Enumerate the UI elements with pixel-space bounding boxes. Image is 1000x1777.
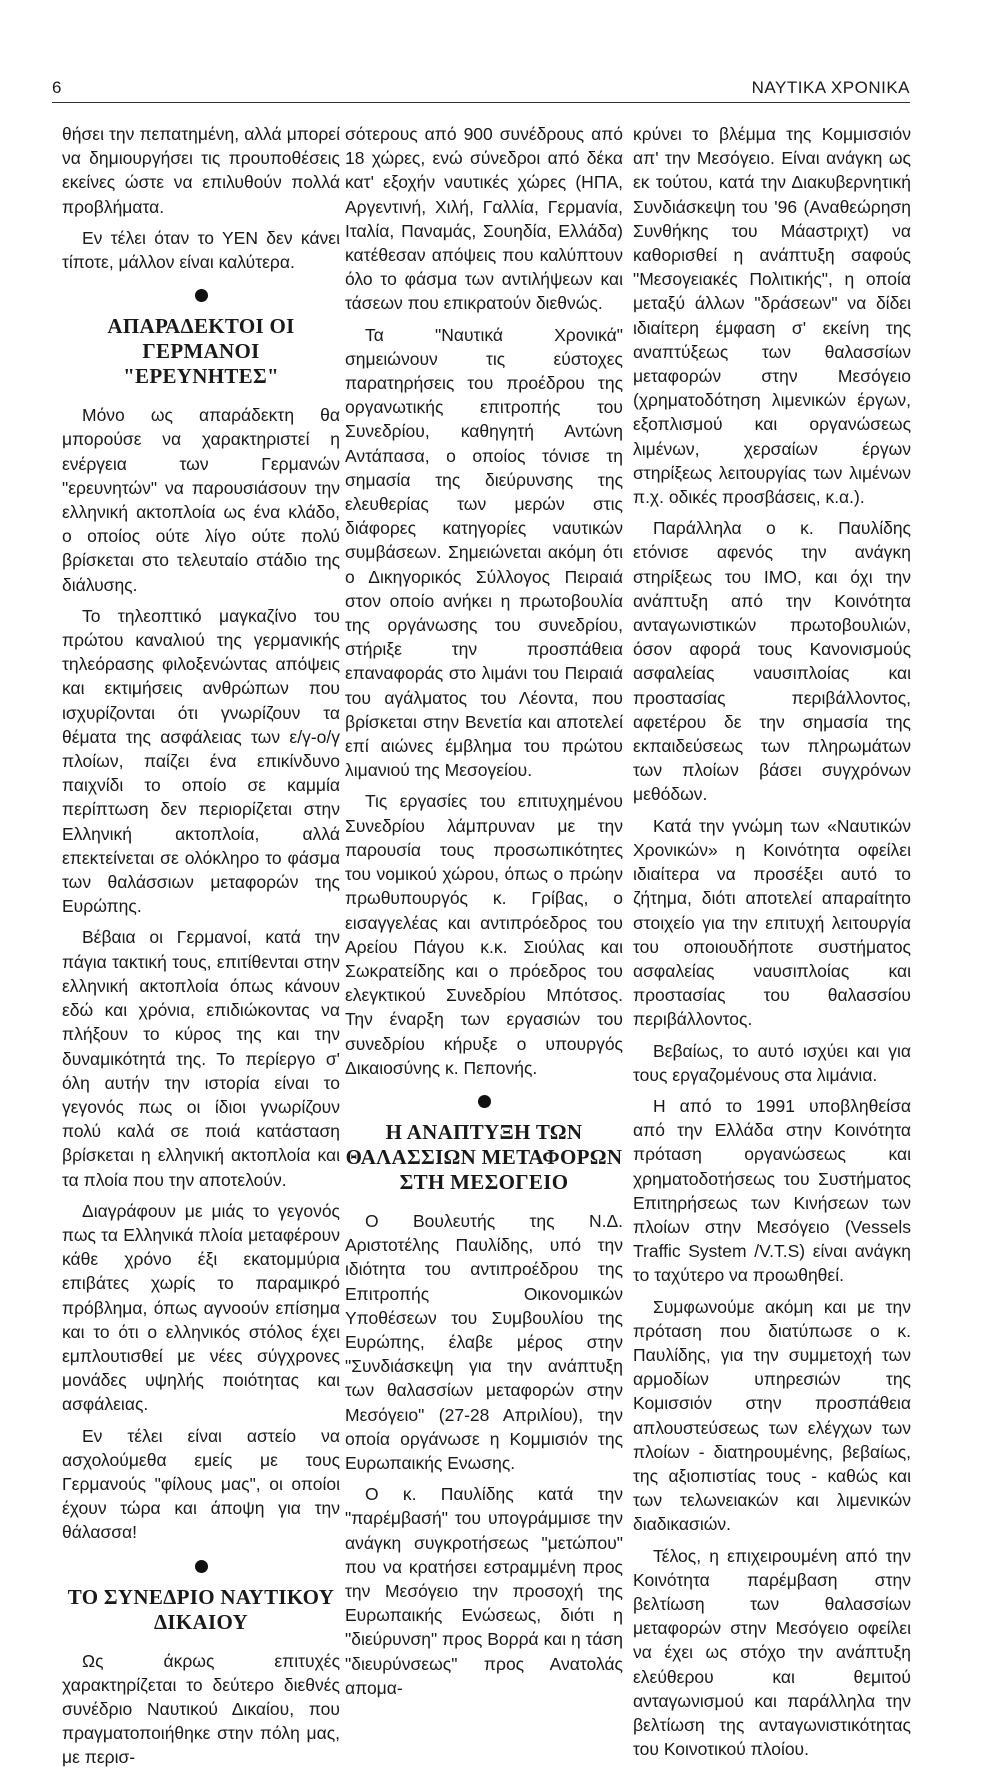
paragraph: Ο κ. Παυλίδης κατά την "παρέμβασή" του υπογράμμισε την ανάγκη συγκροτήσεως "μετώπου" που να κρατήσει εστραμμένη προς την Μεσόγειο την προσοχή της Ευρωπαικής Ενώσεως, διότι η "διεύρυνση" προς Βορρά και η τάση "διευρύνσεως" προς Ανατολάς απομα-: [345, 1484, 623, 1698]
section-heading: ΤΟ ΣΥΝΕΔΡΙΟ ΝΑΥΤΙΚΟΥ ΔΙΚΑΙΟΥ: [67, 1584, 335, 1634]
bullet-dot-icon: [195, 1560, 208, 1573]
publication-title: ΝΑΥΤΙΚΑ ΧΡΟΝΙΚΑ: [751, 78, 910, 97]
section-divider: [345, 1090, 623, 1106]
section-heading: ΑΠΑΡΑΔΕΚΤΟΙ ΟΙ ΓΕΡΜΑΝΟΙ "ΕΡΕΥΝΗΤΕΣ": [107, 314, 295, 389]
bullet-dot-icon: [195, 289, 208, 302]
page-number: 6: [52, 78, 62, 97]
paragraph: Κατά την γνώμη των «Ναυτικών Χρονικών» η Κοινότητα οφείλει ιδιαίτερα να προσέξει αυτό το ζήτημα, διότι αποτελεί απαραίτητο στοιχείο για την επιτυχή λειτουργία του οποιουδήποτε συστήματος ασφαλείας ναυσιπλοίας και προστασίας του θαλασσίου περιβάλλοντος.: [633, 815, 911, 1030]
paragraph: Η από το 1991 υποβληθείσα από την Ελλάδα στην Κοινότητα πρόταση οργανώσεως και χρηματοδοτήσεως του Συστήματος Επιτηρήσεως των Κινήσεων των πλοίων στην Μεσόγειο (Vessels Traffic System /V.T.S) είναι ανάγκη το ταχύτερο να προωθηθεί.: [633, 1095, 911, 1286]
paragraph: Εν τέλει όταν το ΥΕΝ δεν κάνει τίποτε, μάλλον είναι καλύτερα.: [62, 227, 340, 273]
paragraph: Παράλληλα ο κ. Παυλίδης ετόνισε αφενός την ανάγκη στηρίξεως του ΙΜΟ, και όχι την ανάπτυξη από την Κοινότητα ανταγωνιστικών πρωτοβουλιών, όσον αφορά τους Κανονισμούς ασφαλείας ναυσιπλοίας και προστασίας περιβάλλοντος, αφετέρου δε την σημασία της εκπαιδεύσεως των πληρωμάτων των πλοίων βάσει συγχρόνων μεθόδων.: [633, 518, 911, 805]
paragraph: Ως άκρως επιτυχές χαρακτηρίζεται το δεύτερο διεθνές συνέδριο Ναυτικού Δικαίου, που πραγματοποιήθηκε στην πόλη μας, με περισ-: [62, 1650, 340, 1768]
page-header: [52, 76, 910, 103]
paragraph: Βεβαίως, το αυτό ισχύει και για τους εργαζομένους στα λιμάνια.: [633, 1040, 911, 1085]
column-2: [345, 122, 623, 1707]
paragraph: Τέλος, η επιχειρουμένη από την Κοινότητα παρέμβαση στην βελτίωση των θαλασσίων μεταφορών στην Μεσόγειο οφείλει να έχει ως στόχο την ανάπτυξη ελεύθερου και θεμιτού ανταγωνισμού και παράλληλα την βελτίωση της ανταγωνιστικότητας του Κοινοτικού πλοίου.: [633, 1545, 911, 1760]
section-divider: [62, 1555, 340, 1571]
section-heading: Η ΑΝΑΠΤΥΞΗ ΤΩΝ ΘΑΛΑΣΣΙΩΝ ΜΕΤΑΦΟΡΩΝ ΣΤΗ ΜΕΣΟΓΕΙΟ: [345, 1119, 623, 1194]
paragraph: Τις εργασίες του επιτυχημένου Συνεδρίου λάμπρυναν με την παρουσία τους προσωπικότητες του νομικού χώρου, όπως ο πρώην πρωθυπουργός κ. Γρίβας, ο εισαγγελέας και αντιπρόεδρος του Αρείου Πάγου κ.κ. Σιούλας και Σωκρατείδης και ο πρόεδρος του ελεγκτικού Συνεδρίου Μπότσος. Την έναρξη των εργασιών του συνεδρίου κήρυξε ο υπουργός Δικαιοσύνης κ. Πεπονής.: [345, 791, 623, 1078]
paragraph: κρύνει το βλέμμα της Κομμισσιόν απ' την Μεσόγειο. Είναι ανάγκη ως εκ τούτου, κατά την Διακυβερνητική Συνδιάσκεψη του '96 (Αναθεώρηση Συνθήκης του Μάαστριχτ) να καθορισθεί η ανάπτυξη σαφούς "Μεσογειακές Πολιτικής", η οποία μεταξύ άλλων "δράσεων" να δίδει ιδιαίτερη έμφαση σ' εκείνη της αναπτύξεως των θαλασσίων μεταφορών στην Μεσόγειο (χρηματοδότηση λιμενικών έργων, εξοπλισμού και οργανώσεως λιμένων, χερσαίων έργων στηρίξεως λειτουργίας των λιμένων π.χ. οδικές προσβάσεις, κ.α.).: [633, 124, 911, 508]
paragraph: Τα "Ναυτικά Χρονικά" σημειώνουν τις εύστοχες παρατηρήσεις του προέδρου της οργανωτικής επιτροπής του Συνεδρίου, καθηγητή Αντώνη Αντάπασα, ο οποίος τόνισε τη σημασία της διεύρυνσης της ελευθερίας των μερών στις διάφορες κατηγορίες ναυτικών συμβάσεων. Σημειώνεται ακόμη ότι ο Δικηγορικός Σύλλογος Πειραιά στον οποίο ανήκει η πρωτοβουλία της οργάνωσης του συνεδρίου, στήριξε την προσπάθεια επαναφοράς στο λιμάνι του Πειραιά του αγάλματος του Λέοντα, που βρίσκεται στην Βενετία και αποτελεί επί αιώνες έμβλημα του πρώτου λιμανιού της Μεσογείου.: [345, 324, 623, 781]
bullet-dot-icon: [478, 1095, 491, 1108]
paragraph: Μόνο ως απαράδεκτη θα μπορούσε να χαρακτηριστεί η ενέργεια των Γερμανών "ερευνητών" να παρουσιάσουν την ελληνική ακτοπλοία ως ένα κλάδο, ο οποίος ούτε λίγο ούτε πολύ βρίσκεται στο τελευταίο στάδιο της διάλυσης.: [62, 405, 340, 595]
paragraph: θήσει την πεπατημένη, αλλά μπορεί να δημιουργήσει τις προυποθέσεις εκείνες ώστε να επιλυθούν πολλά προβλήματα.: [62, 124, 340, 217]
paragraph: Εν τέλει είναι αστείο να ασχολούμεθα εμείς με τους Γερμανούς "φίλους μας", οι οποίοι έχουν τώρα και άποψη για την θάλασσα!: [62, 1425, 340, 1543]
paragraph: Βέβαια οι Γερμανοί, κατά την πάγια τακτική τους, επιτίθενται στην ελληνική ακτοπλοία όπως κάνουν εδώ και χρόνια, επιδιώκοντας να πλήξουν το κύρος της και την δυναμικότητά της. Το περίεργο σ' όλη αυτήν την ιστορία είναι το γεγονός πως οι ίδιοι γνωρίζουν πολύ καλά σε ποιά κατάσταση βρίσκεται η ελληνική ακτοπλοία και τα πλοία που την αποτελούν.: [62, 927, 340, 1190]
paragraph: σότερους από 900 συνέδρους από 18 χώρες, ενώ σύνεδροι από δέκα κατ' εξοχήν ναυτικές χώρες (ΗΠΑ, Αργεντινή, Χιλή, Γαλλία, Γερμανία, Ιταλία, Παναμάς, Σουηδία, Ελλάδα) κατέθεσαν απόψεις που καλύπτουν όλο το φάσμα των αντιλήψεων και τάσεων που επικρατούν διεθνώς.: [345, 124, 623, 314]
paragraph: Συμφωνούμε ακόμη και με την πρόταση που διατύπωσε ο κ. Παυλίδης, για την συμμετοχή των αρμοδίων υπηρεσιών της Κομισσιόν στην προσπάθεια απλουστεύσεως των ελέγχων των πλοίων - διατηρουμένης, βεβαίως, της αξιοπιστίας τους - καθώς και των τελωνειακών και λιμενικών διαδικασιών.: [633, 1296, 911, 1535]
paragraph: Διαγράφουν με μιάς το γεγονός πως τα Ελληνικά πλοία μεταφέρουν κάθε χρόνο έξι εκατομμύρια επιβάτες χωρίς το παραμικρό πρόβλημα, όπως αγνοούν επίσημα και το ότι ο ελληνικός στόλος έχει εμπλουτισθεί με νέες σύγχρονες μονάδες υψηλής ποιότητας και ασφάλειας.: [62, 1200, 340, 1415]
section-divider: [62, 284, 340, 300]
paragraph: Ο Βουλευτής της Ν.Δ. Αριστοτέλης Παυλίδης, υπό την ιδιότητα του αντιπροέδρου της Επιτροπής Οικονομικών Υποθέσεων του Συμβουλίου της Ευρώπης, έλαβε μέρος στην "Συνδιάσκεψη για την ανάπτυξη των θαλασσίων μεταφορών στην Μεσόγειο" (27-28 Απριλίου), την οποία οργάνωσε η Κομμισιόν της Ευρωπαικής Ενωσης.: [345, 1210, 623, 1473]
column-3: [633, 122, 911, 1768]
paragraph: Το τηλεοπτικό μαγκαζίνο του πρώτου καναλιού της γερμανικής τηλεόρασης φιλοξενώντας απόψεις και εκτιμήσεις ανθρώπων που ισχυρίζονται ότι γνωρίζουν τα θέματα της ασφάλειας των ε/γ-ο/γ πλοίων, παίζει ένα επικίνδυνο παιχνίδι το οποίο σε καμμία περίπτωση δεν περιορίζεται στην Ελληνική ακτοπλοία, αλλά επεκτείνεται σε ολόκληρο το φάσμα των θαλάσσιων μεταφορών της Ευρώπης.: [62, 605, 340, 917]
column-1: [62, 122, 340, 1777]
